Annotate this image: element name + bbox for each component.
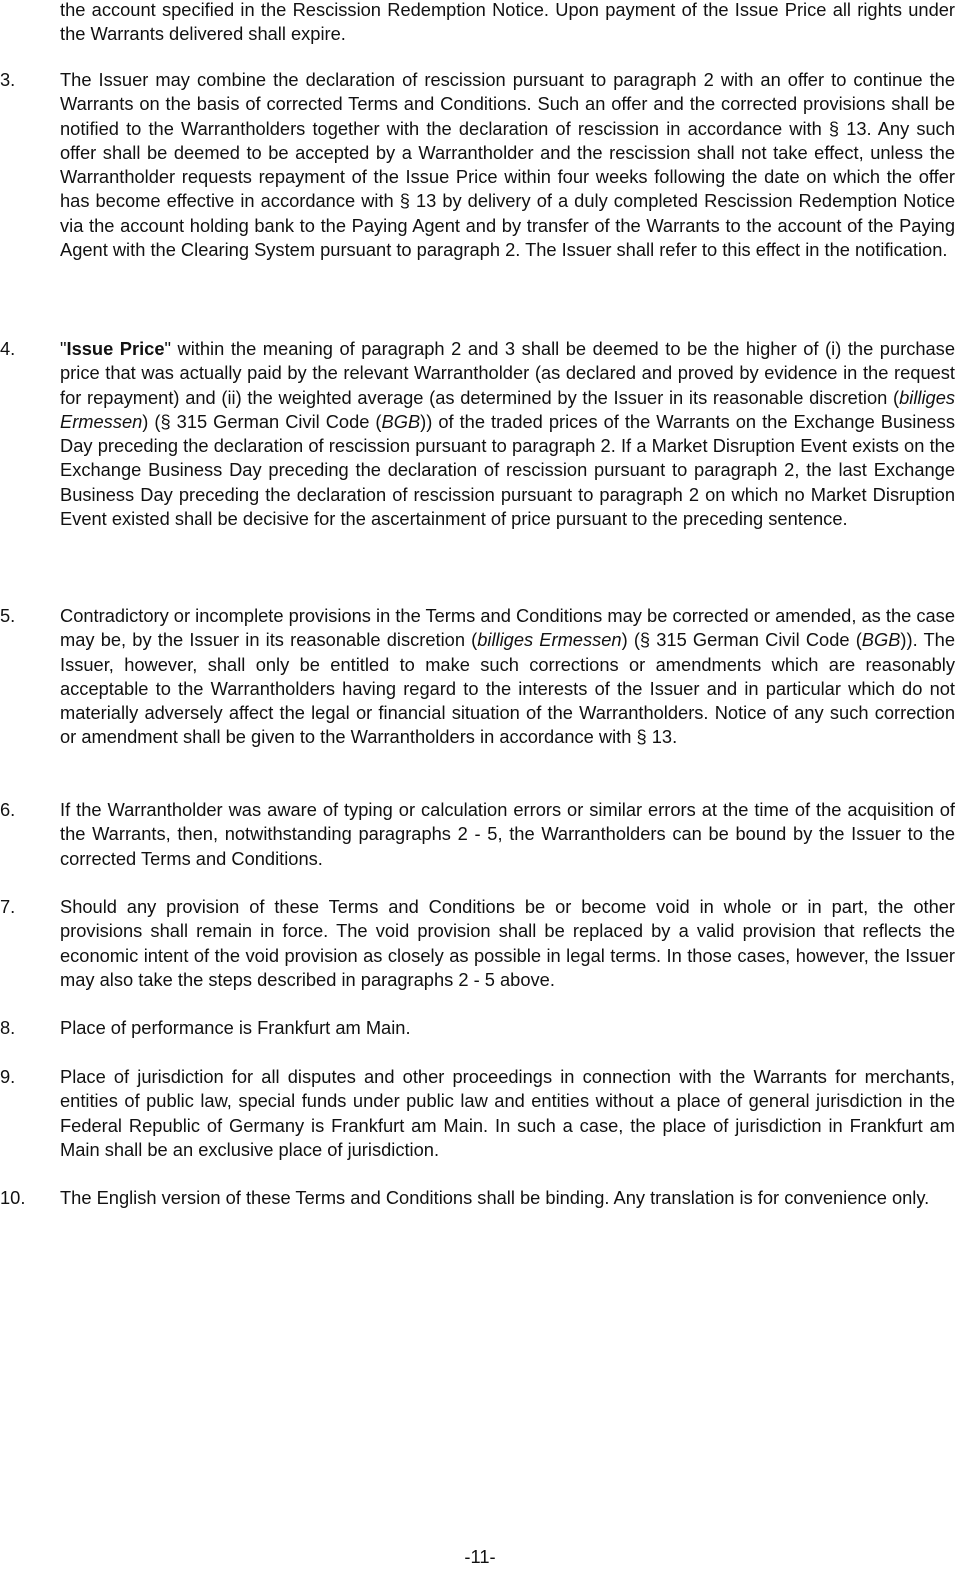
clause-8 (0, 1016, 955, 1040)
clause-number: 6. (0, 799, 16, 820)
italic-term: BGB (381, 410, 421, 432)
italic-term: BGB (861, 629, 901, 651)
clause-number: 10. (0, 1187, 26, 1208)
italic-term: billiges Ermessen (477, 629, 622, 651)
clause-text: "Issue Price" within the meaning of paragraph 2 and 3 shall be deemed to be the higher of (i) the purchase price that was actually paid by the relevant Warrantholder (as declared and proved by evidence in the request for repayment) and (ii) the weighted average (as determined by the Issuer in its reasonable discretion (billiges Ermessen) (§ 315 German Civil Code (BGB)) of the traded prices of the Warrants on the Exchange Business Day preceding the declaration of rescission pursuant to paragraph 2. If a Market Disruption Event exists on the Exchange Business Day preceding the declaration of rescission pursuant to paragraph 2, the last Exchange Business Day preceding the declaration of rescission pursuant to paragraph 2 on which no Market Disruption Event existed shall be decisive for the ascertainment of price pursuant to the preceding sentence. (60, 338, 955, 530)
clause-number: 3. (0, 69, 16, 90)
clause-number: 7. (0, 896, 16, 917)
clause-9 (0, 1065, 955, 1162)
clause-text: Place of performance is Frankfurt am Main. (60, 1017, 411, 1038)
clause-text: If the Warrantholder was aware of typing or calculation errors or similar errors at the time of the acquisition of the Warrants, then, notwithstanding paragraphs 2 - 5, the Warrantholders can be bound by the Issuer to the corrected Terms and Conditions. (60, 799, 955, 869)
clause-10 (0, 1186, 955, 1210)
clause-5 (0, 604, 955, 750)
page-number: -11- (464, 1546, 496, 1567)
clause-number: 8. (0, 1017, 16, 1038)
quote-mark: " (60, 338, 67, 359)
defined-term: Issue Price (66, 338, 165, 359)
italic-term: billiges Ermessen (60, 386, 955, 432)
clause-text: Place of jurisdiction for all disputes and other proceedings in connection with the Warrants for merchants, entities of public law, special funds under public law and entities without a place of general jurisdiction in the Federal Republic of Germany is Frankfurt am Main. In such a case, the place of jurisdiction in Frankfurt am Main shall be an exclusive place of jurisdiction. (60, 1066, 955, 1160)
clause-text: Contradictory or incomplete provisions in the Terms and Conditions may be corrected or amended, as the case may be, by the Issuer in its reasonable discretion (billiges Ermessen) (§ 315 German Civil Code (BGB)). The Issuer, however, shall only be entitled to make such corrections or amendments which are reasonably acceptable to the Warrantholders having regard to the interests of the Issuer and in particular which do not materially adversely affect the legal or financial situation of the Warrantholders. Notice of any such correction or amendment shall be given to the Warrantholders in accordance with § 13. (60, 605, 955, 748)
clause-4 (0, 337, 955, 531)
clause-3 (0, 68, 955, 262)
clause-6 (0, 798, 955, 871)
clause-text: The Issuer may combine the declaration of rescission pursuant to paragraph 2 with an offer to continue the Warrants on the basis of corrected Terms and Conditions. Such an offer and the corrected provisions shall be notified to the Warrantholders together with the declaration of rescission in accordance with § 13. Any such offer shall be deemed to be accepted by a Warrantholder and the rescission shall not take effect, unless the Warrantholder requests repayment of the Issue Price within four weeks following the date on which the offer has become effective in accordance with § 13 by delivery of a duly completed Rescission Redemption Notice via the account holding bank to the Paying Agent and by transfer of the Warrants to the account of the Paying Agent with the Clearing System pursuant to paragraph 2. The Issuer shall refer to this effect in the notification. (60, 69, 955, 261)
clause-text: Should any provision of these Terms and Conditions be or become void in whole or in part, the other provisions shall remain in force. The void provision shall be replaced by a valid provision that reflects the economic intent of the void provision as closely as possible in legal terms. In those cases, however, the Issuer may also take the steps described in paragraphs 2 - 5 above. (60, 896, 955, 990)
continuation-paragraph: the account specified in the Rescission Redemption Notice. Upon payment of the Issue Price all rights under the Warrants delivered shall expire. (60, 0, 955, 45)
clause-text: The English version of these Terms and Conditions shall be binding. Any translation is for convenience only. (60, 1187, 930, 1208)
clause-7 (0, 895, 955, 992)
clause-number: 4. (0, 338, 16, 359)
clause-number: 5. (0, 605, 16, 626)
clause-number: 9. (0, 1066, 16, 1087)
